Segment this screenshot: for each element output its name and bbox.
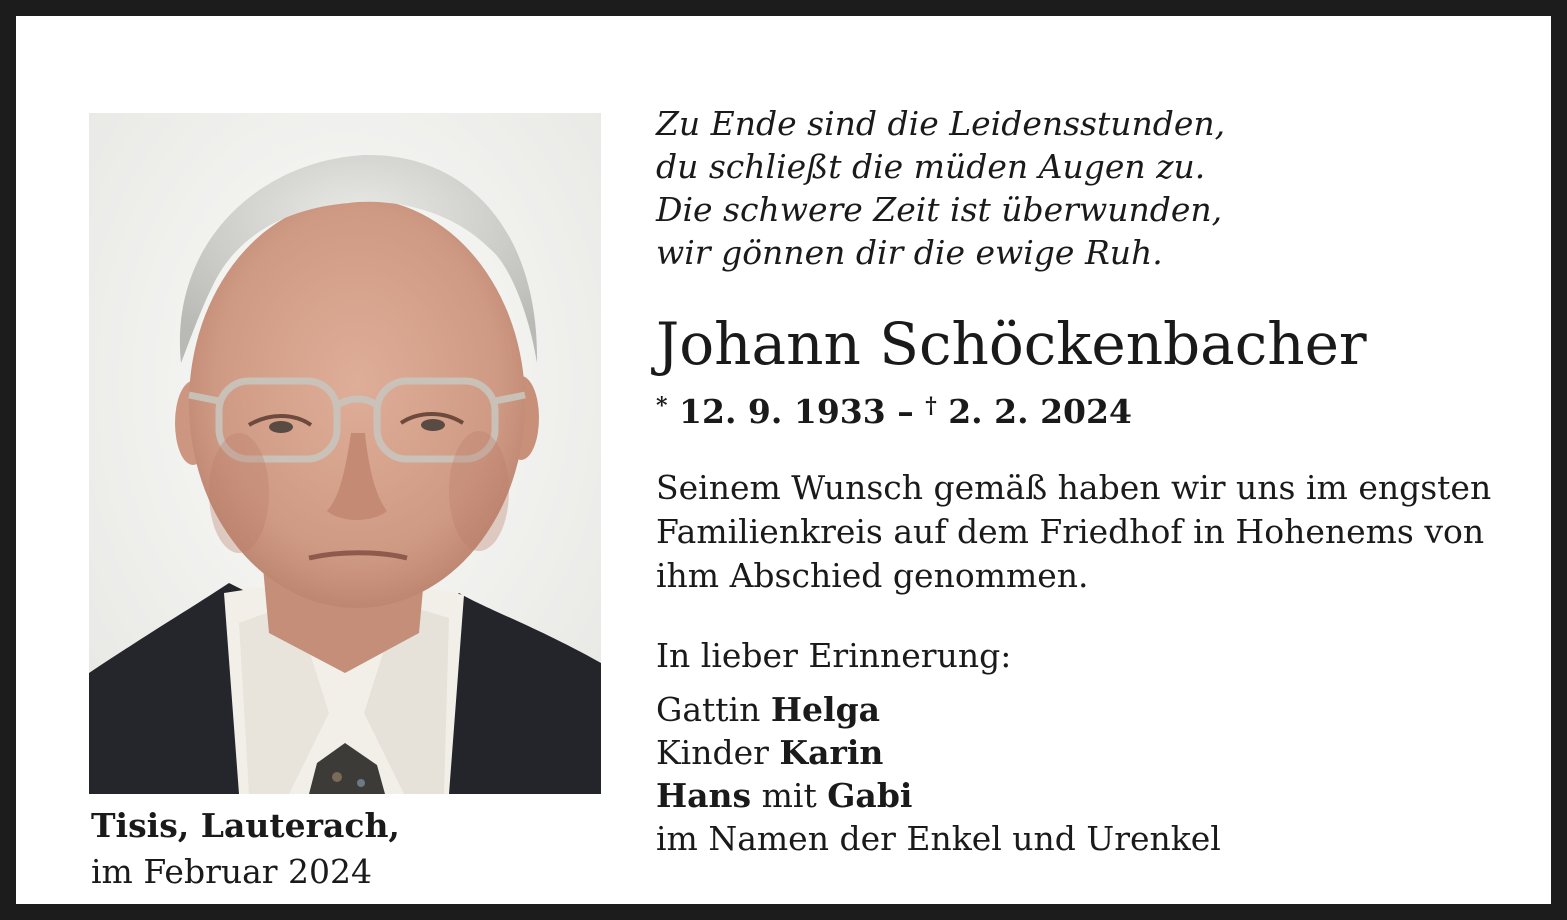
memory-heading: In lieber Erinnerung: — [656, 636, 1012, 675]
spouse-label: Gattin — [656, 690, 761, 729]
announcement-date: im Februar 2024 — [91, 852, 373, 891]
life-dates — [656, 384, 1132, 434]
mourners-list — [656, 688, 1221, 860]
date-separator: – — [897, 392, 914, 431]
mourner-children — [656, 731, 1221, 774]
portrait-image — [89, 113, 601, 794]
memorial-poem — [656, 102, 1225, 274]
message-line: ihm Abschied genommen. — [656, 556, 1089, 595]
mourner-child-with-partner — [656, 774, 1221, 817]
deceased-name: Johann Schöckenbacher — [656, 310, 1367, 378]
place-names: Tisis, Lauterach, — [91, 806, 400, 845]
children-label: Kinder — [656, 733, 769, 772]
partner-name: Gabi — [827, 776, 913, 815]
birth-date: 12. 9. 1933 — [679, 392, 886, 431]
with-word: mit — [761, 776, 817, 815]
mourner-spouse — [656, 688, 1221, 731]
farewell-message — [656, 466, 1491, 598]
spouse-name: Helga — [770, 690, 881, 729]
poem-line: Zu Ende sind die Leidensstunden, — [656, 104, 1226, 143]
poem-line: wir gönnen dir die ewige Ruh. — [656, 233, 1163, 272]
child-name: Karin — [779, 733, 884, 772]
child-name: Hans — [656, 776, 752, 815]
death-symbol: † — [925, 393, 937, 419]
message-line: Seinem Wunsch gemäß haben wir uns im engsten — [656, 468, 1492, 507]
message-line: Familienkreis auf dem Friedhof in Hohenems von — [656, 512, 1485, 551]
death-date: 2. 2. 2024 — [948, 392, 1132, 431]
poem-line: du schließt die müden Augen zu. — [656, 147, 1206, 186]
poem-line: Die schwere Zeit ist überwunden, — [656, 190, 1223, 229]
mourners-closing: im Namen der Enkel und Urenkel — [656, 819, 1221, 858]
birth-symbol: * — [656, 393, 668, 419]
portrait-photo — [89, 113, 601, 794]
